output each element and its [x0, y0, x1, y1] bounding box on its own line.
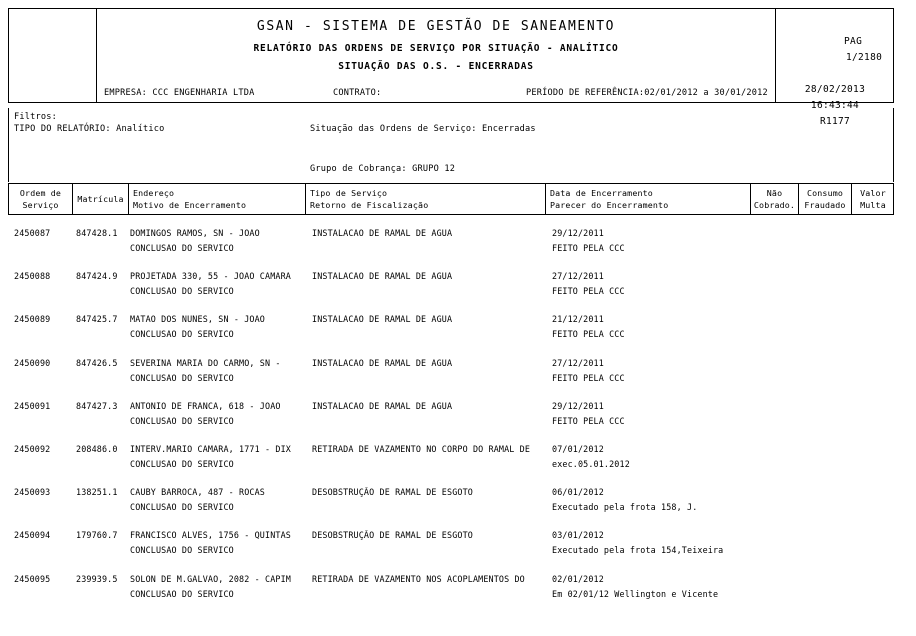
header-logo-cell — [8, 8, 97, 103]
cell-endereco: DOMINGOS RAMOS, SN - JOAO — [130, 228, 260, 238]
header-meta-row — [97, 85, 775, 103]
table-row — [0, 487, 916, 527]
cell-motivo-encerramento: CONCLUSAO DO SERVICO — [130, 286, 234, 297]
cell-motivo-encerramento: CONCLUSAO DO SERVICO — [130, 243, 234, 253]
column-header-consumo-fraudado: Consumo Fraudado — [799, 184, 852, 214]
filter-grupo-cobranca: Grupo de Cobrança: GRUPO 12 — [310, 164, 456, 174]
cell-matricula: 208486.0 — [76, 444, 118, 454]
cell-ordem-servico: 2450087 — [14, 228, 51, 238]
cell-matricula: 239939.5 — [76, 573, 118, 584]
cell-endereco: MATAO DOS NUNES, SN - JOAO — [130, 314, 265, 325]
table-row — [0, 530, 916, 570]
cell-motivo-encerramento: CONCLUSAO DO SERVICO — [130, 502, 234, 513]
table-row — [0, 358, 916, 398]
cell-matricula: 847424.9 — [76, 271, 118, 282]
report-subtitle-2: SITUAÇÃO DAS O.S. - ENCERRADAS — [338, 61, 534, 72]
cell-matricula: 138251.1 — [76, 487, 118, 498]
column-header-tipo-servico: Tipo de Serviço Retorno de Fiscalização — [306, 184, 546, 214]
cell-ordem-servico: 2450090 — [14, 357, 51, 368]
table-row — [0, 314, 916, 354]
cell-parecer-encerramento: FEITO PELA CCC — [552, 286, 625, 297]
table-row — [0, 228, 916, 268]
pag-value: 1/2180 — [846, 52, 883, 63]
cell-tipo-servico: INSTALACAO DE RAMAL DE AGUA — [312, 400, 453, 411]
table-row — [0, 271, 916, 311]
cell-matricula: 847425.7 — [76, 314, 118, 325]
cell-parecer-encerramento: FEITO PELA CCC — [552, 329, 625, 340]
cell-endereco: SEVERINA MARIA DO CARMO, SN - — [130, 357, 281, 368]
column-header-endereco: Endereço Motivo de Encerramento — [129, 184, 306, 214]
cell-ordem-servico: 2450089 — [14, 314, 51, 325]
cell-ordem-servico: 2450094 — [14, 530, 51, 541]
cell-tipo-servico: RETIRADA DE VAZAMENTO NOS ACOPLAMENTOS DO — [312, 573, 525, 584]
cell-parecer-encerramento: FEITO PELA CCC — [552, 415, 625, 426]
cell-parecer-encerramento: FEITO PELA CCC — [552, 243, 625, 253]
cell-matricula: 847426.5 — [76, 357, 118, 368]
filters-label: Filtros: — [14, 112, 57, 122]
cell-data-encerramento: 29/12/2011 — [552, 228, 604, 238]
cell-tipo-servico: RETIRADA DE VAZAMENTO NO CORPO DO RAMAL DE — [312, 444, 531, 454]
cell-motivo-encerramento: CONCLUSAO DO SERVICO — [130, 545, 234, 556]
cell-endereco: CAUBY BARROCA, 487 - ROCAS — [130, 487, 265, 498]
contrato-label: CONTRATO: — [333, 88, 382, 98]
table-row — [0, 401, 916, 441]
cell-data-encerramento: 27/12/2011 — [552, 357, 604, 368]
cell-ordem-servico: 2450091 — [14, 400, 51, 411]
column-header-ordem-servico: Ordem de Serviço — [9, 184, 73, 214]
cell-data-encerramento: 02/01/2012 — [552, 573, 604, 584]
cell-parecer-encerramento: Em 02/01/12 Wellington e Vicente — [552, 588, 719, 599]
cell-data-encerramento: 21/12/2011 — [552, 314, 604, 325]
cell-data-encerramento: 07/01/2012 — [552, 444, 604, 454]
cell-matricula: 847427.3 — [76, 400, 118, 411]
column-header-matricula: Matrícula — [73, 184, 129, 214]
report-code: R1177 — [819, 116, 851, 127]
table-row — [0, 444, 916, 484]
header-title-block — [97, 8, 775, 103]
column-header-data-encerramento: Data de Encerramento Parecer do Encerramento — [546, 184, 751, 214]
cell-motivo-encerramento: CONCLUSAO DO SERVICO — [130, 372, 234, 383]
table-header — [8, 183, 894, 215]
cell-data-encerramento: 03/01/2012 — [552, 530, 604, 541]
cell-tipo-servico: INSTALACAO DE RAMAL DE AGUA — [312, 357, 453, 368]
cell-endereco: PROJETADA 330, 55 - JOAO CAMARA — [130, 271, 291, 282]
cell-motivo-encerramento: CONCLUSAO DO SERVICO — [130, 588, 234, 599]
cell-endereco: INTERV.MARIO CAMARA, 1771 - DIX — [130, 444, 291, 454]
cell-matricula: 179760.7 — [76, 530, 118, 541]
cell-endereco: SOLON DE M.GALVAO, 2082 - CAPIM — [130, 573, 291, 584]
cell-motivo-encerramento: CONCLUSAO DO SERVICO — [130, 415, 234, 426]
cell-endereco: ANTONIO DE FRANCA, 618 - JOAO — [130, 400, 281, 411]
cell-data-encerramento: 29/12/2011 — [552, 400, 604, 411]
cell-ordem-servico: 2450093 — [14, 487, 51, 498]
filter-situacao-os: Situação das Ordens de Serviço: Encerradas — [310, 124, 536, 134]
periodo-referencia-label: PERÍODO DE REFERÊNCIA:02/01/2012 a 30/01/2012 — [526, 88, 768, 98]
cell-parecer-encerramento: FEITO PELA CCC — [552, 372, 625, 383]
column-header-valor-multa: Valor Multa — [860, 188, 886, 210]
cell-tipo-servico: INSTALACAO DE RAMAL DE AGUA — [312, 228, 453, 238]
cell-data-encerramento: 27/12/2011 — [552, 271, 604, 282]
cell-tipo-servico: INSTALACAO DE RAMAL DE AGUA — [312, 271, 453, 282]
cell-parecer-encerramento: Executado pela frota 158, J. — [552, 502, 698, 513]
cell-endereco: FRANCISCO ALVES, 1756 - QUINTAS — [130, 530, 291, 541]
cell-ordem-servico: 2450092 — [14, 444, 51, 454]
filter-tipo-relatorio: TIPO DO RELATÓRIO: Analítico — [14, 124, 165, 134]
cell-ordem-servico: 2450095 — [14, 573, 51, 584]
empresa-label: EMPRESA: CCC ENGENHARIA LTDA — [104, 88, 255, 98]
cell-ordem-servico: 2450088 — [14, 271, 51, 282]
report-date: 28/02/2013 — [804, 84, 866, 95]
cell-tipo-servico: DESOBSTRUÇÃO DE RAMAL DE ESGOTO — [312, 530, 473, 541]
cell-motivo-encerramento: CONCLUSAO DO SERVICO — [130, 459, 234, 469]
header-page-info — [775, 8, 894, 127]
page-number-line — [776, 18, 894, 82]
cell-parecer-encerramento: exec.05.01.2012 — [552, 459, 630, 469]
report-time: 16:43:44 — [810, 100, 860, 111]
pag-label: PAG — [844, 36, 863, 47]
column-header-nao-cobrado: Não Cobrado. — [751, 184, 799, 214]
cell-tipo-servico: DESOBSTRUÇÃO DE RAMAL DE ESGOTO — [312, 487, 473, 498]
cell-parecer-encerramento: Executado pela frota 154,Teixeira — [552, 545, 724, 556]
report-subtitle-1: RELATÓRIO DAS ORDENS DE SERVIÇO POR SITUAÇÃO - ANALÍTICO — [253, 43, 619, 54]
page-title: GSAN - SISTEMA DE GESTÃO DE SANEAMENTO — [256, 19, 616, 34]
cell-tipo-servico: INSTALACAO DE RAMAL DE AGUA — [312, 314, 453, 325]
table-row — [0, 574, 916, 614]
cell-data-encerramento: 06/01/2012 — [552, 487, 604, 498]
cell-matricula: 847428.1 — [76, 228, 118, 238]
cell-motivo-encerramento: CONCLUSAO DO SERVICO — [130, 329, 234, 340]
